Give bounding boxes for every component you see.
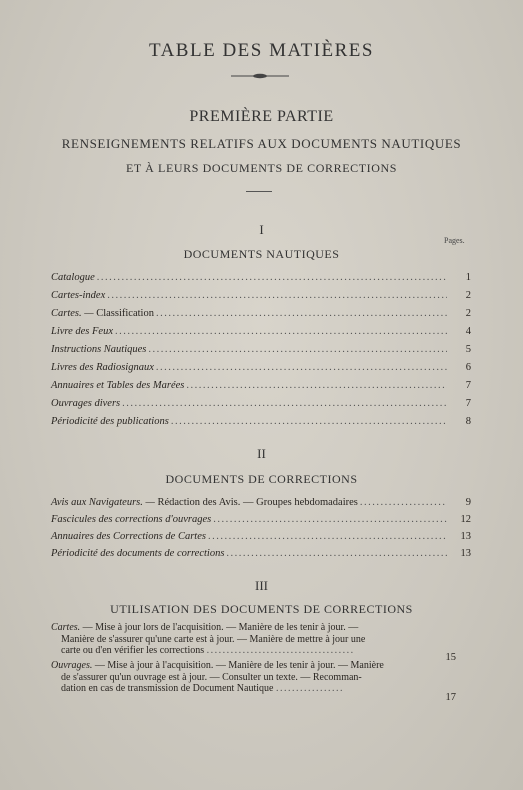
toc-entry[interactable] bbox=[51, 531, 471, 547]
part-subtitle-1: RENSEIGNEMENTS RELATIFS AUX DOCUMENTS NAUTIQUES bbox=[61, 136, 462, 151]
toc-entry-page: 1 bbox=[465, 272, 471, 283]
toc-entry[interactable] bbox=[51, 344, 471, 360]
dot-leader bbox=[208, 531, 447, 542]
section-title: DOCUMENTS NAUTIQUES bbox=[183, 247, 340, 261]
section-numeral: I bbox=[259, 222, 264, 237]
toc-entry-label: Périodicité des publications bbox=[51, 416, 169, 427]
toc-entry-label: Instructions Nautiques bbox=[51, 344, 147, 355]
toc-entry[interactable] bbox=[51, 272, 471, 288]
dot-leader bbox=[186, 380, 447, 391]
toc-entry-page: 12 bbox=[460, 514, 471, 525]
section-numeral: II bbox=[257, 446, 266, 461]
toc-entry-label: Annuaires des Corrections de Cartes bbox=[51, 531, 206, 542]
toc-entry-page: 5 bbox=[465, 344, 471, 355]
toc-entry-label: Avis aux Navigateurs. — Rédaction des Avis. — Groupes hebdomadaires bbox=[51, 497, 358, 508]
paragraph-line: Ouvrages. — Mise à jour à l'acquisition. — Manière de les tenir à jour. — Manière bbox=[51, 660, 384, 671]
toc-entry-page: 17 bbox=[445, 692, 456, 703]
toc-entry[interactable] bbox=[51, 548, 471, 564]
paragraph-line: dation en cas de transmission de Document Nautique ................. bbox=[61, 683, 344, 694]
toc-entry[interactable] bbox=[51, 416, 471, 432]
toc-entry-page: 4 bbox=[465, 326, 471, 337]
toc-entry-label: Cartes. — Classification bbox=[51, 308, 154, 319]
toc-paragraph-entry[interactable] bbox=[51, 622, 457, 657]
toc-entry-label: Livres des Radiosignaux bbox=[51, 362, 154, 373]
toc-entry-page: 7 bbox=[465, 380, 471, 391]
toc-entry-page: 15 bbox=[445, 652, 456, 663]
toc-entry-page: 13 bbox=[460, 548, 471, 559]
toc-entry-page: 8 bbox=[465, 416, 471, 427]
part-subtitle-2: ET À LEURS DOCUMENTS DE CORRECTIONS bbox=[125, 161, 398, 175]
ornament-divider bbox=[231, 73, 289, 79]
toc-entry-label: Fascicules des corrections d'ouvrages bbox=[51, 514, 212, 525]
toc-entry-label: Périodicité des documents de corrections bbox=[51, 548, 225, 559]
paragraph-line: carte ou d'en vérifier les corrections ..................................... bbox=[61, 645, 355, 656]
dot-leader bbox=[97, 272, 447, 283]
dot-leader bbox=[115, 326, 447, 337]
toc-entry-page: 6 bbox=[465, 362, 471, 373]
toc-entry[interactable] bbox=[51, 514, 471, 530]
toc-entry[interactable] bbox=[51, 362, 471, 378]
toc-entry-page: 13 bbox=[460, 531, 471, 542]
dot-leader bbox=[148, 344, 447, 355]
part-heading: PREMIÈRE PARTIE bbox=[189, 108, 334, 125]
dot-leader bbox=[107, 290, 447, 301]
toc-entry-label: Cartes-index bbox=[51, 290, 106, 301]
part-divider bbox=[246, 191, 272, 192]
dot-leader bbox=[156, 362, 447, 373]
toc-entry[interactable] bbox=[51, 308, 471, 324]
toc-entry-page: 9 bbox=[465, 497, 471, 508]
dot-leader bbox=[213, 514, 447, 525]
paragraph-line: Cartes. — Mise à jour lors de l'acquisition. — Manière de les tenir à jour. — bbox=[51, 622, 359, 633]
pages-column-label: Pages. bbox=[444, 236, 465, 245]
toc-entry[interactable] bbox=[51, 380, 471, 396]
page-title: TABLE DES MATIÈRES bbox=[149, 40, 374, 61]
section-title: DOCUMENTS DE CORRECTIONS bbox=[165, 472, 358, 486]
toc-entry-label: Annuaires et Tables des Marées bbox=[51, 380, 185, 391]
dot-leader bbox=[156, 308, 447, 319]
dot-leader bbox=[226, 548, 447, 559]
dot-leader bbox=[360, 497, 447, 508]
toc-entry-page: 2 bbox=[465, 290, 471, 301]
dot-leader bbox=[122, 398, 447, 409]
toc-entry-label: Catalogue bbox=[51, 272, 95, 283]
toc-entry-page: 7 bbox=[465, 398, 471, 409]
toc-entry-label: Ouvrages divers bbox=[51, 398, 121, 409]
toc-entry[interactable] bbox=[51, 398, 471, 414]
section-numeral: III bbox=[255, 578, 268, 593]
toc-entry[interactable] bbox=[51, 497, 471, 513]
toc-entry-page: 2 bbox=[465, 308, 471, 319]
toc-paragraph-entry[interactable] bbox=[51, 660, 457, 695]
paragraph-line: Manière de s'assurer qu'une carte est à jour. — Manière de mettre à jour une bbox=[61, 633, 366, 645]
section-title: UTILISATION DES DOCUMENTS DE CORRECTIONS bbox=[110, 602, 413, 616]
paragraph-line: de s'assurer qu'un ouvrage est à jour. — Consulter un texte. — Recomman- bbox=[61, 671, 362, 683]
toc-entry[interactable] bbox=[51, 326, 471, 342]
toc-entry-label: Livre des Feux bbox=[51, 326, 114, 337]
dot-leader bbox=[171, 416, 447, 427]
toc-entry[interactable] bbox=[51, 290, 471, 306]
